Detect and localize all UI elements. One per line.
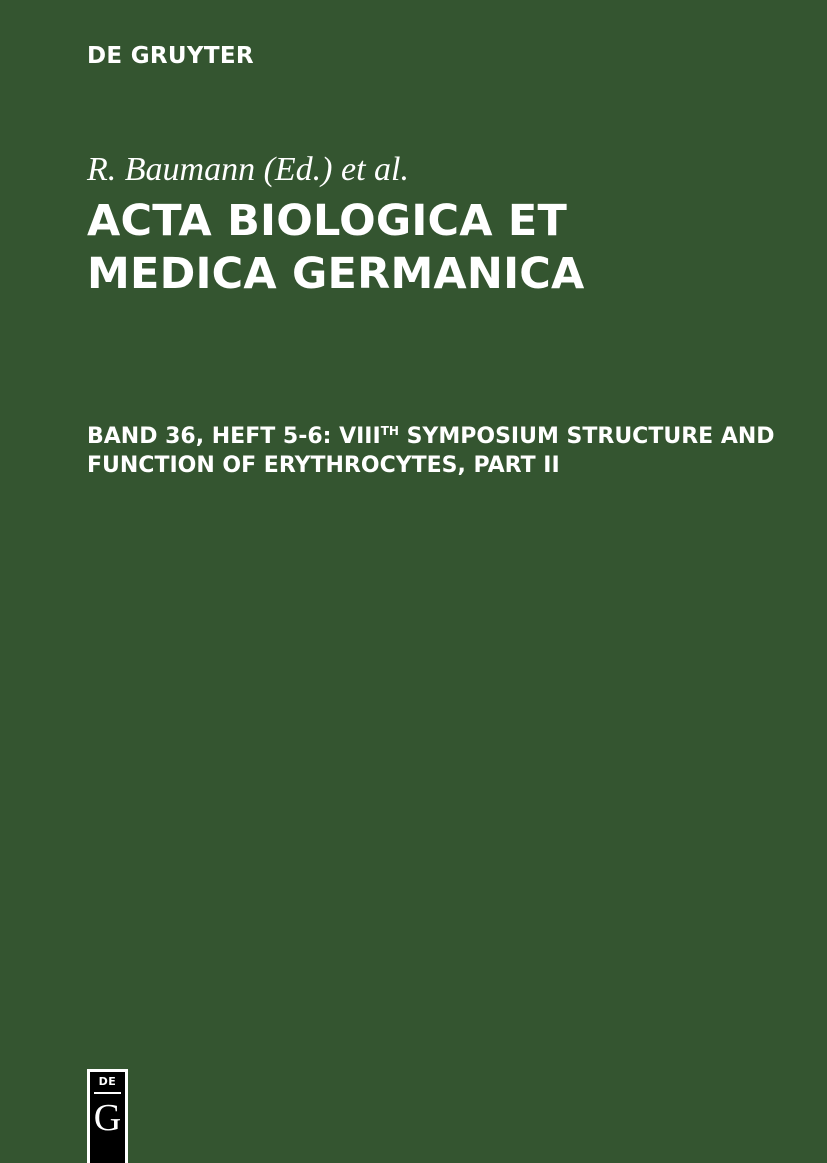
editor-credit: R. Baumann (Ed.) et al. [87, 151, 409, 188]
book-title-line-2: MEDICA GERMANICA [87, 249, 585, 299]
book-title [87, 195, 787, 301]
publisher-logo-icon [87, 1069, 128, 1163]
subtitle-prefix: BAND 36, HEFT 5-6: VIII [87, 424, 381, 449]
subtitle-suffix: SYMPOSIUM STRUCTURE AND [398, 424, 775, 449]
book-title-line-1: ACTA BIOLOGICA ET [87, 196, 568, 246]
publisher-logo-divider [94, 1092, 121, 1094]
publisher-logo-letter: G [93, 1097, 122, 1139]
book-subtitle [87, 422, 807, 480]
publisher-logo-de-text: DE [98, 1075, 117, 1088]
publisher-name: DE GRUYTER [87, 43, 254, 69]
publisher-logo-box [90, 1072, 125, 1163]
subtitle-superscript: TH [380, 424, 399, 438]
book-subtitle-line-1 [87, 422, 807, 451]
book-subtitle-line-2: FUNCTION OF ERYTHROCYTES, PART II [87, 453, 560, 478]
